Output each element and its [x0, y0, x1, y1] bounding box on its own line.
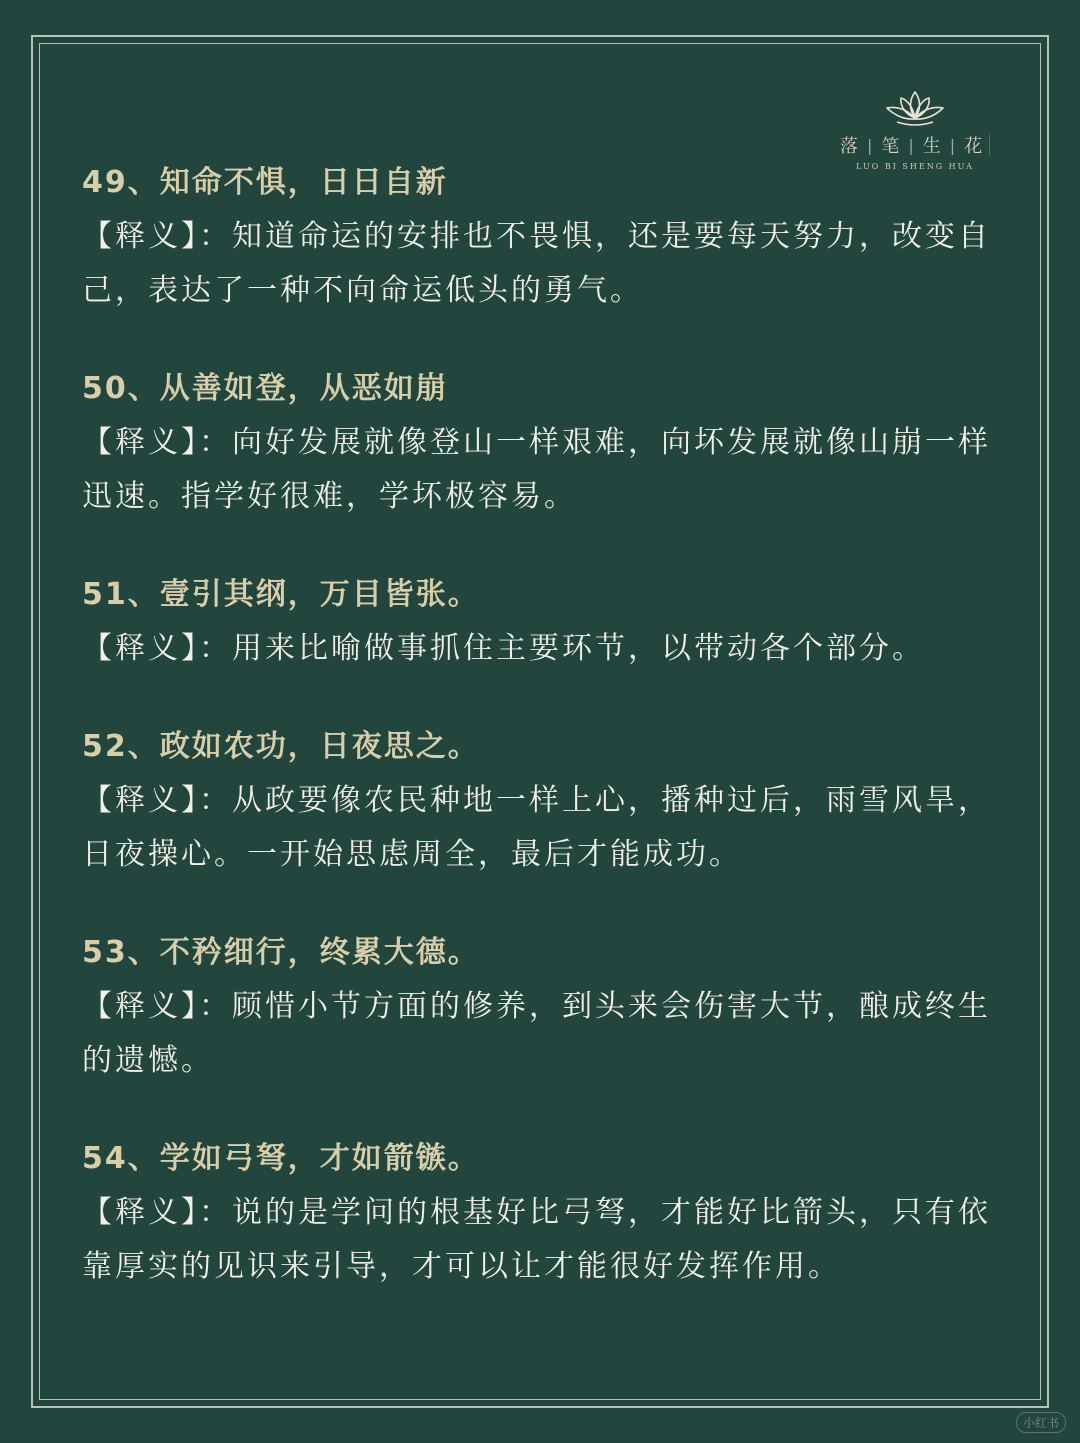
quote-explanation: 【释义】：从政要像农民种地一样上心，播种过后，雨雪风旱，日夜操心。一开始思虑周全，最后才能成功。 — [82, 783, 991, 872]
logo-char-1: 落 — [840, 136, 861, 157]
quote-title: 52、政如农功，日夜思之。 — [82, 729, 480, 764]
logo-separator: | — [908, 135, 917, 155]
quote-entry — [82, 724, 992, 882]
quote-title: 49、知命不惧，日日自新 — [82, 165, 448, 200]
lotus-icon — [883, 88, 947, 128]
quote-explanation: 【释义】：说的是学问的根基好比弓弩，才能好比箭头，只有依靠厚实的见识来引导，才可以让才能很好发挥作用。 — [82, 1195, 991, 1284]
logo-char-2: 笔 — [881, 136, 903, 157]
logo-char-4: 花 — [964, 136, 986, 157]
quote-entry — [82, 572, 992, 676]
logo-pinyin: LUO BI SHENG HUA — [856, 162, 974, 171]
quote-entry — [82, 366, 992, 524]
logo-separator: | — [949, 135, 959, 155]
quote-title: 53、不矜细行，终累大德。 — [82, 935, 480, 970]
quote-title: 50、从善如登，从恶如崩 — [82, 371, 448, 406]
logo-separator: | — [867, 135, 876, 155]
quote-title: 54、学如弓弩，才如箭镞。 — [82, 1141, 480, 1176]
watermark: 小红书 — [1016, 1412, 1066, 1433]
quote-explanation: 【释义】：用来比喻做事抓住主要环节，以带动各个部分。 — [82, 631, 925, 666]
quote-list — [82, 160, 992, 1342]
quote-explanation: 【释义】：向好发展就像登山一样艰难，向坏发展就像山崩一样迅速。指学好很难，学坏极容易。 — [82, 425, 991, 514]
quote-entry — [82, 160, 992, 318]
quote-entry — [82, 930, 992, 1088]
quote-explanation: 【释义】：顾惜小节方面的修养，到头来会伤害大节，酿成终生的遗憾。 — [82, 989, 991, 1078]
logo-char-3: 生 — [922, 136, 944, 157]
logo-characters — [840, 132, 990, 158]
quote-entry — [82, 1136, 992, 1294]
red-seal-stamp — [989, 134, 990, 156]
quote-title: 51、壹引其纲，万目皆张。 — [82, 577, 480, 612]
quote-explanation: 【释义】：知道命运的安排也不畏惧，还是要每天努力，改变自己，表达了一种不向命运低头的勇气。 — [82, 219, 991, 308]
